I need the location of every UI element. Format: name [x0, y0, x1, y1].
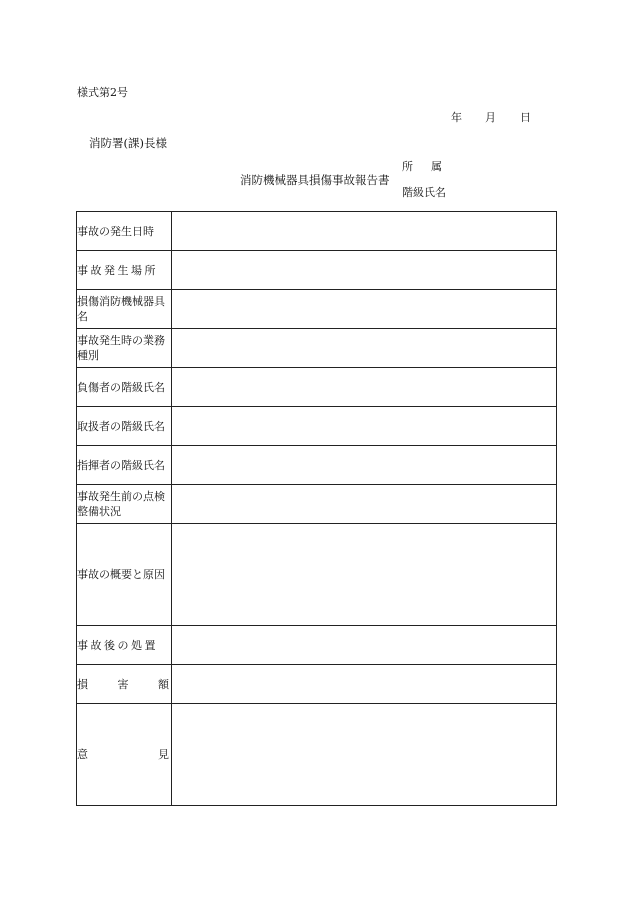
label-commander: 指揮者の階級氏名	[77, 446, 172, 485]
field-accident-location[interactable]	[172, 251, 557, 290]
row-accident-location	[77, 251, 557, 290]
row-injured-person	[77, 368, 557, 407]
label-operator: 取扱者の階級氏名	[77, 407, 172, 446]
field-opinion[interactable]	[172, 704, 557, 806]
label-accident-datetime: 事故の発生日時	[77, 212, 172, 251]
field-inspection-status[interactable]	[172, 485, 557, 524]
field-operator[interactable]	[172, 407, 557, 446]
row-opinion	[77, 704, 557, 806]
date-year-label: 年	[451, 111, 462, 124]
report-form-table	[76, 211, 557, 806]
row-damaged-equipment	[77, 290, 557, 329]
label-char: 見	[158, 748, 169, 761]
field-summary-cause[interactable]	[172, 524, 557, 626]
label-inspection-status: 事故発生前の点検整備状況	[77, 485, 172, 524]
row-accident-datetime	[77, 212, 557, 251]
row-post-action	[77, 626, 557, 665]
label-duty-type: 事故発生時の業務種別	[77, 329, 172, 368]
document-title: 消防機械器具損傷事故報告書	[240, 173, 390, 187]
label-damaged-equipment: 損傷消防機械器具名	[77, 290, 172, 329]
row-damage-amount	[77, 665, 557, 704]
field-damaged-equipment[interactable]	[172, 290, 557, 329]
row-duty-type	[77, 329, 557, 368]
label-summary-cause: 事故の概要と原因	[77, 524, 172, 626]
field-damage-amount[interactable]	[172, 665, 557, 704]
label-spread	[77, 677, 171, 692]
field-accident-datetime[interactable]	[172, 212, 557, 251]
rank-name-label: 階級氏名	[402, 186, 446, 199]
label-char: 意	[77, 748, 88, 761]
label-damage-amount	[77, 665, 172, 704]
label-char: 害	[117, 677, 129, 691]
label-text: 事故発生場所	[77, 263, 158, 277]
row-inspection-status	[77, 485, 557, 524]
form-number: 様式第2号	[77, 86, 128, 99]
row-commander	[77, 446, 557, 485]
date-day-label: 日	[520, 111, 531, 124]
label-opinion	[77, 704, 172, 806]
label-char: 損	[77, 677, 88, 691]
field-duty-type[interactable]	[172, 329, 557, 368]
date-month-label: 月	[485, 111, 496, 124]
label-text: 事故後の処置	[77, 638, 158, 652]
label-char: 額	[158, 677, 169, 691]
field-post-action[interactable]	[172, 626, 557, 665]
affiliation-label: 所属	[402, 160, 460, 173]
addressee: 消防署(課)長様	[89, 136, 167, 150]
label-accident-location	[77, 251, 172, 290]
label-injured-person: 負傷者の階級氏名	[77, 368, 172, 407]
row-summary-cause	[77, 524, 557, 626]
label-spread	[77, 747, 171, 762]
row-operator	[77, 407, 557, 446]
field-injured-person[interactable]	[172, 368, 557, 407]
label-post-action	[77, 626, 172, 665]
field-commander[interactable]	[172, 446, 557, 485]
